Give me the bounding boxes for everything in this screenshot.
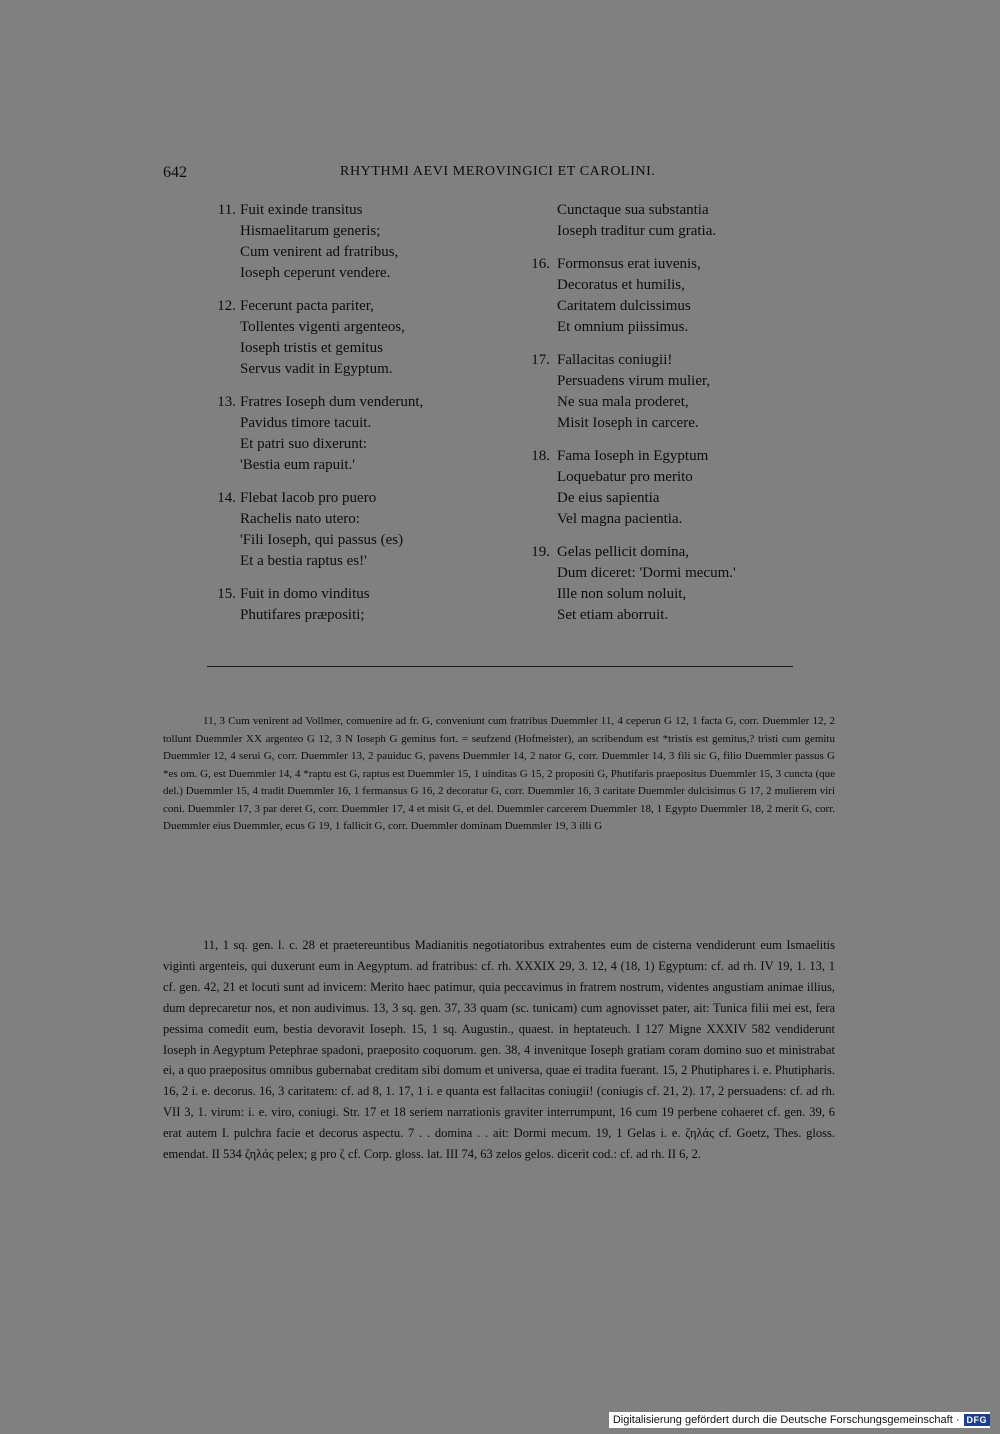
stanza-number: 18. [531, 448, 550, 464]
stanza [200, 488, 520, 572]
verse-line: Fama Ioseph in Egyptum [557, 448, 709, 464]
verse-line: Misit Ioseph in carcere. [557, 415, 699, 431]
verse-line: 'Fili Ioseph, qui passus (es) [240, 532, 404, 548]
stanza-number: 12. [217, 298, 236, 314]
verse-line: Set etiam aborruit. [557, 607, 669, 623]
verse-line: Fecerunt pacta pariter, [240, 298, 374, 314]
poem-right-column [520, 200, 820, 638]
stanza [520, 542, 820, 626]
verse-line: Phutifares præpositi; [240, 607, 365, 623]
verse-line: De eius sapientia [557, 490, 660, 506]
commentary-notes [163, 935, 835, 1165]
footer-credit: Digitalisierung gefördert durch die Deutsche Forschungsgemeinschaft · [612, 1414, 960, 1426]
stanza-number: 16. [531, 256, 550, 272]
page-number: 642 [163, 164, 187, 181]
running-head: RHYTHMI AEVI MEROVINGICI ET CAROLINI. [340, 164, 656, 179]
verse-line: Cum venirent ad fratribus, [240, 244, 399, 260]
verse-line: Et omnium piissimus. [557, 319, 689, 335]
verse-line: Formonsus erat iuvenis, [557, 256, 701, 272]
verse-line: Persuadens virum mulier, [557, 373, 711, 389]
verse-line: Fallacitas coniugii! [557, 352, 673, 368]
stanza [520, 254, 820, 338]
verse-line: Fuit exinde transitus [240, 202, 363, 218]
verse-line: Loquebatur pro merito [557, 469, 693, 485]
verse-line: Ioseph tristis et gemitus [240, 340, 383, 356]
digitization-footer [609, 1412, 990, 1428]
stanza [520, 350, 820, 434]
verse-line: Ne sua mala proderet, [557, 394, 689, 410]
verse-line: Cunctaque sua substantia [557, 202, 709, 218]
verse-line: Servus vadit in Egyptum. [240, 361, 393, 377]
critical-apparatus [163, 713, 835, 836]
stanza-number: 15. [217, 586, 236, 602]
stanza [200, 584, 520, 626]
verse-line: Fratres Ioseph dum venderunt, [240, 394, 424, 410]
poem-left-column [200, 200, 520, 638]
dfg-logo: DFG [964, 1414, 991, 1426]
section-divider [207, 666, 793, 667]
verse-line: Gelas pellicit domina, [557, 544, 690, 560]
verse-line: Fuit in domo vinditus [240, 586, 370, 602]
stanza [520, 200, 820, 242]
verse-line: Caritatem dulcissimus [557, 298, 691, 314]
apparatus-text: 11, 3 Cum venirent ad Vollmer, comuenire ad fr. G, conveniunt cum fratribus Duemmler 11, 4 ceperun G 12, 1 facta G, corr. Duemmler 12, 2 tollunt Duemmler XX argenteo G 12, 3 N Ioseph G gemitus fort. = seufzend (Hofmeister), an scribendum est *tristis est gemitus,? tristi cum gemitu Duemmler 12, 4 serui G, corr. Duemmler 13, 2 pauiduc G, pavens Duemmler 14, 2 nator G, corr. Duemmler 14, 3 fili sic G, filio Duemmler passus G *es om. G, est Duemmler 14, 4 *raptu est G, raptus est Duemmler 15, 1 uinditas G 15, 2 propositi G, Phutifaris praepositus Duemmler 15, 3 cuncta (que del.) Duemmler 15, 4 tradit Duemmler 16, 1 fermansus G 16, 2 decoratur G, corr. Duemmler 16, 3 caritate Duemmler dulcisimus G 17, 2 mulierem viri coni. Duemmler 17, 3 par deret G, corr. Duemmler 17, 4 et misit G, et del. Duemmler carcerem Duemmler 18, 1 Egypto Duemmler 18, 2 merit G, corr. Duemmler eius Duemmler, ecus G 19, 1 fallicit G, corr. Duemmler dominam Duemmler 19, 3 illi G [163, 715, 835, 832]
stanza [200, 392, 520, 476]
verse-line: Flebat Iacob pro puero [240, 490, 377, 506]
verse-line: Et patri suo dixerunt: [240, 436, 368, 452]
stanza [200, 296, 520, 380]
verse-line: Ille non solum noluit, [557, 586, 687, 602]
verse-line: Decoratus et humilis, [557, 277, 685, 293]
verse-line: Ioseph ceperunt vendere. [240, 265, 391, 281]
stanza-number: 13. [217, 394, 236, 410]
stanza-number: 19. [531, 544, 550, 560]
verse-line: Rachelis nato utero: [240, 511, 360, 527]
verse-line: Tollentes vigenti argenteos, [240, 319, 405, 335]
stanza-number: 14. [217, 490, 236, 506]
stanza [200, 200, 520, 284]
verse-line: Vel magna pacientia. [557, 511, 683, 527]
verse-line: Pavidus timore tacuit. [240, 415, 372, 431]
stanza-number: 17. [531, 352, 550, 368]
stanza-number: 11. [217, 202, 236, 218]
verse-line: Et a bestia raptus es!' [240, 553, 367, 569]
commentary-text: 11, 1 sq. gen. l. c. 28 et praetereuntibus Madianitis negotiatoribus extrahentes eum de cisterna vendiderunt eum Ismaelitis viginti argenteis, qui duxerunt eum in Aegyptum. ad fratribus: cf. rh. XXXIX 29, 3. 12, 4 (18, 1) Egyptum: cf. ad rh. IV 19, 1. 13, 1 cf. gen. 42, 21 et locuti sunt ad invicem: Merito haec patimur, quia peccavimus in fratrem nostrum, videntes angustiam animae illius, dum deprecaretur nos, et non audivimus. 13, 3 sq. gen. 37, 33 quam (sc. tunicam) cum agnovisset pater, ait: Tunica filii mei est, fera pessima comedit eum, bestia devoravit Ioseph. 15, 1 sq. Augustin., quaest. in heptateuch. I 127 Migne XXXIV 582 vendiderunt Ioseph in Aegyptum Petephrae spadoni, praeposito coquorum. gen. 38, 4 invenitque Ioseph gratiam coram domino suo et ministrabat ei, a quo praepositus omnibus gubernabat creditam sibi domum et universa, quae ei tradita fuerant. 15, 2 Phutiphares i. e. Phutipharis. 16, 2 i. e. decorus. 16, 3 caritatem: cf. ad 8, 1. 17, 1 i. e quanta est fallacitas coniugii! (coniugis cf. 21, 2). 17, 2 persuadens: cf. ad rh. VII 3, 1. virum: i. e. viro, coniugi. Str. 17 et 18 seriem narrationis graviter interrumpunt, 16 cum 19 perbene cohaeret cf. gen. 39, 6 erat autem I. pulchra facie et decorus aspectu. 7 . . domina . . ait: Dormi mecum. 19, 1 Gelas i. e. ζηλάς cf. Goetz, Thes. gloss. emendat. II 534 ζηλάς pelex; g pro ζ cf. Corp. gloss. lat. III 74, 63 zelos gelos. dicerit cod.: cf. ad rh. II 6, 2. [163, 938, 835, 1162]
verse-line: Dum diceret: 'Dormi mecum.' [557, 565, 736, 581]
verse-line: Ioseph traditur cum gratia. [557, 223, 717, 239]
verse-line: 'Bestia eum rapuit.' [240, 457, 355, 473]
stanza [520, 446, 820, 530]
verse-line: Hismaelitarum generis; [240, 223, 381, 239]
